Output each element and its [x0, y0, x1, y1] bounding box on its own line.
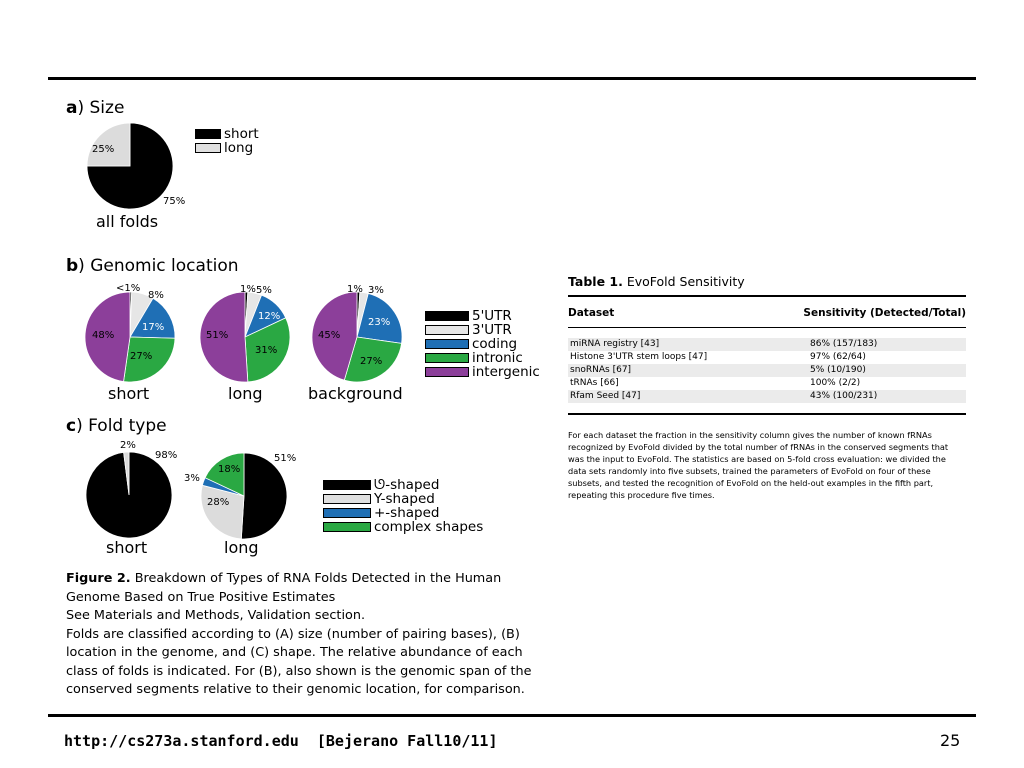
sensitivity-table	[568, 297, 966, 327]
table-note: For each dataset the fraction in the sensitivity column gives the number of known fRNAs recognized by EvoFold divided by the total number of fRNAs in the conserved segments that was the input to EvoFold. The statistics are based on 5-fold cross evaluation: we divided the data sets randomly into five subsets, trained the parameters of EvoFold on four of these subsets, and tested the recognition of EvoFold on the held-out examples in the fifth part, repeating this procedure five times.	[568, 430, 949, 500]
section-b-title: b) Genomic location	[66, 256, 239, 276]
pie-caption-short: short	[106, 538, 148, 557]
table-cell-sensitivity: 86% (157/183)	[778, 338, 966, 351]
pie-label: 18%	[218, 464, 241, 475]
legend-item	[425, 365, 540, 379]
sensitivity-table-body	[568, 338, 966, 403]
legend-swatch	[425, 325, 469, 335]
pie-label: 28%	[207, 497, 230, 508]
figure-caption-line: See Materials and Methods, Validation section.	[66, 608, 366, 623]
legend-label: intronic	[472, 350, 523, 366]
legend-label: long	[224, 140, 254, 156]
legend-size	[195, 127, 259, 155]
pie-caption-background: background	[308, 384, 403, 403]
section-c-title: c) Fold type	[66, 416, 167, 436]
legend-label: +-shaped	[374, 505, 440, 521]
legend-swatch	[195, 129, 221, 139]
legend-item	[425, 309, 540, 323]
legend-item	[323, 492, 483, 506]
legend-label: intergenic	[472, 364, 540, 380]
legend-fold-type	[323, 478, 483, 534]
pie-label: 51%	[206, 330, 229, 341]
legend-label: short	[224, 126, 259, 142]
table-cell-sensitivity: 97% (62/64)	[810, 352, 866, 362]
table-cell-dataset: Rfam Seed [47]	[568, 390, 778, 403]
pie-label: 27%	[360, 356, 383, 367]
table-cell-dataset: snoRNAs [67]	[568, 364, 778, 377]
pie-caption-short: short	[108, 384, 150, 403]
pie-label: 23%	[368, 317, 391, 328]
pie-label: 5%	[256, 285, 272, 296]
table-cell-dataset: miRNA registry [43]	[568, 338, 778, 351]
legend-location	[425, 309, 540, 379]
table-cell-dataset: tRNAs [66]	[570, 378, 619, 388]
legend-swatch	[323, 508, 371, 518]
pie-label: 48%	[92, 330, 115, 341]
figure-caption-body: Folds are classified according to (A) size (number of pairing bases), (B) location in the genome, and (C) shape. The relative abundance of each class of folds is indicated. For (B), also shown is the genomic span of the conserved segments relative to their genomic location, for comparison.	[66, 626, 532, 697]
legend-label: complex shapes	[374, 519, 484, 535]
top-rule	[48, 77, 976, 80]
pie-caption-all-folds: all folds	[96, 212, 159, 231]
pie-fold-short	[84, 450, 174, 540]
legend-item	[323, 506, 483, 520]
pie-label: 3%	[368, 285, 384, 296]
legend-swatch	[195, 143, 221, 153]
pie-label: 1%	[240, 284, 256, 295]
pie-label: 17%	[142, 322, 165, 333]
pie-caption-long: long	[224, 538, 259, 557]
figure-title: Breakdown of Types of RNA Folds Detected in the Human Genome Based on True Positive Estimates	[66, 571, 502, 605]
table-cell-sensitivity: 100% (2/2)	[810, 378, 861, 388]
bottom-rule	[48, 714, 976, 717]
legend-swatch	[425, 367, 469, 377]
legend-label: Y-shaped	[374, 491, 435, 507]
table-row	[568, 377, 966, 390]
table-row	[568, 390, 966, 403]
legend-swatch	[323, 494, 371, 504]
pie-slice-hairpin-shaped	[241, 453, 287, 539]
pie-label: 27%	[130, 351, 153, 362]
legend-swatch	[425, 353, 469, 363]
legend-swatch	[425, 311, 469, 321]
legend-swatch	[323, 522, 371, 532]
pie-fold-long	[200, 452, 288, 540]
pie-label: 8%	[148, 290, 164, 301]
pie-label: <1%	[116, 283, 141, 294]
table-row	[568, 351, 966, 364]
pie-label-long: 25%	[92, 144, 115, 155]
pie-label: 45%	[318, 330, 341, 341]
legend-item	[323, 478, 483, 492]
pie-label: 1%	[347, 284, 363, 295]
table-1	[568, 274, 966, 501]
pie-label: 31%	[255, 345, 278, 356]
legend-item	[425, 323, 540, 337]
pie-label: 2%	[120, 440, 136, 451]
figure-label: Figure 2.	[66, 571, 131, 586]
figure-caption	[66, 570, 550, 700]
table-row	[568, 338, 966, 351]
page-number: 25	[940, 731, 961, 750]
legend-label: 3'UTR	[472, 322, 512, 338]
legend-label: coding	[472, 336, 518, 352]
legend-item	[425, 351, 540, 365]
legend-item	[323, 520, 483, 534]
pie-label: 51%	[274, 453, 297, 464]
legend-item	[195, 127, 259, 141]
table-title: Table 1. EvoFold Sensitivity	[568, 274, 745, 289]
legend-swatch	[323, 480, 371, 490]
table-cell-dataset: Histone 3'UTR stem loops [47]	[570, 352, 708, 362]
table-header: Sensitivity (Detected/Total)	[803, 307, 966, 319]
pie-label: 98%	[155, 450, 178, 461]
legend-item	[425, 337, 540, 351]
legend-item	[195, 141, 259, 155]
pie-caption-long: long	[228, 384, 263, 403]
section-a-title: a) Size	[66, 98, 125, 118]
pie-label: 3%	[184, 473, 200, 484]
pie-label: 12%	[258, 311, 281, 322]
legend-label: 5'UTR	[472, 308, 512, 324]
footer-url: http://cs273a.stanford.edu [Bejerano Fall10/11]	[64, 732, 498, 750]
table-cell-sensitivity: 43% (100/231)	[778, 390, 966, 403]
table-row	[568, 364, 966, 377]
legend-label: ᘎ-shaped	[374, 477, 440, 493]
table-bottom-rule	[568, 413, 966, 415]
table-header: Dataset	[568, 307, 615, 319]
legend-swatch	[425, 339, 469, 349]
table-cell-sensitivity: 5% (10/190)	[778, 364, 966, 377]
pie-label-short: 75%	[163, 196, 186, 207]
